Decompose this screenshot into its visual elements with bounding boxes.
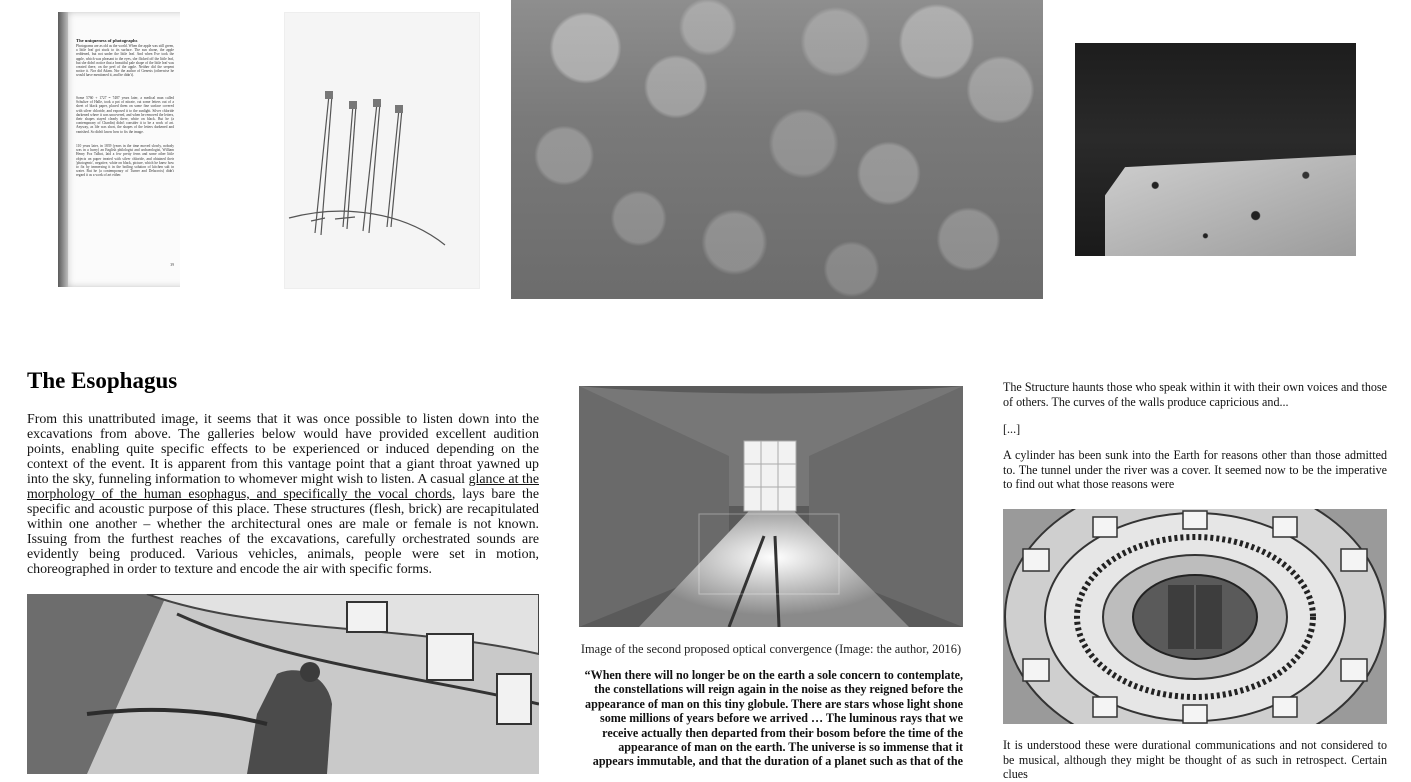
- book-page-photo: [58, 12, 180, 287]
- paragraph-text-end: , lays bare the specific and acoustic purpose of this place. These structures (flesh, brick) are recapitulated within one another – whether the architectural ones are male or female is not known. Issuing from the furthest reaches of the excavations, carefully orchestrated sounds are evidently being produced. Various vehicles, animals, people were set in motion, choreographed in order to texture and encode the air with specific forms.: [27, 487, 540, 577]
- rain-window-photo: [1075, 43, 1356, 256]
- tunnel-photo-caption: Image of the second proposed optical convergence (Image: the author, 2016): [580, 642, 962, 656]
- tunnel-photo: [579, 386, 963, 627]
- bokeh-photo: [511, 0, 1043, 299]
- pencil-sketch-drawing: [285, 13, 479, 288]
- book-page-number: 39: [170, 263, 174, 267]
- tunnel-photo-drawing: [579, 386, 963, 627]
- book-page-paragraph: 110 years later, in 1839 (years in the time moved slowly, nobody was in a hurry) an English philologist and archaeologist, William Henry Fox Talbot, laid a few pretty ferns and some other little objects on paper treated with silver chloride, and obtained their 'photogenic', negative, white on black, picture, which he knew how to fix by immersing it in the boiling solution of kitchen salt in water. But he (a contemporary of Turner and Delacroix) didn't regard it as a work of art either.: [76, 144, 174, 178]
- dome-oculus-drawing: [1003, 509, 1387, 724]
- article-body-paragraph: [27, 412, 539, 577]
- right-paragraph-structure: The Structure haunts those who speak within it with their own voices and those of others. The curves of the walls produce capricious and...: [1003, 380, 1387, 409]
- dome-engraving-photo: [27, 594, 539, 774]
- article-title: The Esophagus: [27, 368, 178, 393]
- right-paragraph-durational: It is understood these were durational communications and not considered to be musical, although they might be thought of as such in retrospect. Certain clues: [1003, 738, 1387, 782]
- stone-sill: [1105, 155, 1356, 256]
- book-spine-shadow: [58, 12, 68, 287]
- book-page-paragraph: Photograms are as old as the world. When the apple was still green, a little leaf got stuck to its surface. The sun shone, the apple reddened, but not under the little leaf. And when Eve took the apple, which was pleasant to the eyes, she flicked off the little leaf, but she didn't notice that a beautiful pale shape of the little leaf was created there, on the peel of the apple. Neither did the serpent notice it. Nor did Adam. Nor the author of Genesis (otherwise he would have mentioned it, and he didn't).: [76, 44, 174, 78]
- paragraph-text-start: From this unattributed image, it seems that it was once possible to listen down into the excavations from above. The galleries below would have provided excellent audition points, enabling quite specific effects to be experienced or induced depending on the context of the event. It is apparent from this vantage point that a giant throat yawned up into the sky, funneling information to whomever might wish to listen. A casual: [27, 412, 539, 487]
- right-paragraph-cylinder: A cylinder has been sunk into the Earth for reasons other than those admitted to. The tunnel under the river was a cover. It seemed now to be the imperative to find out what those reasons were: [1003, 448, 1387, 492]
- right-ellipsis: [...]: [1003, 422, 1021, 436]
- dome-engraving-drawing: [27, 594, 539, 774]
- dome-oculus-engraving: [1003, 509, 1387, 724]
- pencil-sketch-image: [284, 12, 480, 289]
- esophagus-morphology-link[interactable]: glance at the morphology of the human esophagus, and specifically the vocal chords: [27, 472, 539, 502]
- book-page-paragraph: Some 5760 + 1727 = 7487 years later, a medical man called Schultze of Halle, took a pot of nitrate, cut some letters out of a sheet of black paper, placed them on some fine surface covered with silver chloride, and exposed it to the sunlight. Silver chloride darkened where it was uncovered, and when he removed the letters, their shapes stayed clearly there, white on black. But he (a contemporary of Chardin) didn't consider it to be a work of art. Anyway, as life was short, the shapes of the letters darkened and vanished. So didn't know how to fix the image.: [76, 96, 174, 134]
- quotation-block: “When there will no longer be on the earth a sole concern to contemplate, the constellations will reign again in the noise as they reigned before the appearance of man on this tiny globule. There are stars whose light shone some millions of years before we arrived … The luminous rays that we receive actually then departed from their bosom before the time of the appearance of man on the earth. The universe is so immense that it appears immutable, and that the duration of a planet such as that of the: [584, 668, 963, 769]
- book-page-heading: The uniqueness of photographs: [76, 38, 138, 43]
